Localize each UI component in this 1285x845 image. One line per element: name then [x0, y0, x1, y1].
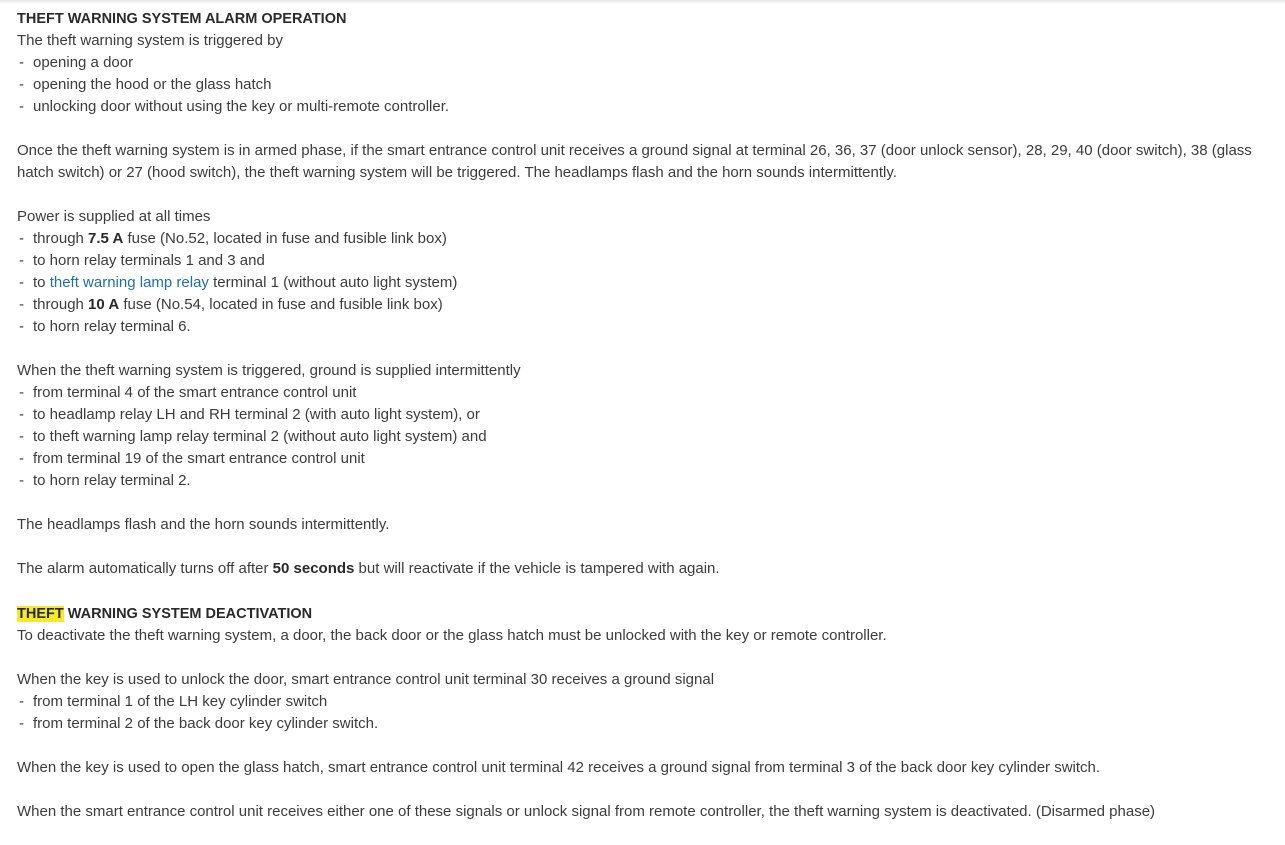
search-highlight: THEFT	[17, 606, 64, 622]
trigger-intro: The theft warning system is triggered by	[17, 32, 283, 49]
bullet-dash: -	[19, 693, 24, 710]
bullet-dash: -	[19, 406, 24, 423]
list-item: - opening a door	[17, 52, 1267, 74]
document-body	[17, 8, 1267, 823]
bullet-dash: -	[19, 472, 24, 489]
list-item: - to theft warning lamp relay terminal 2 (without auto light system) and	[17, 426, 1267, 448]
bullet-dash: -	[19, 274, 24, 291]
list-item: - to horn relay terminal 6.	[17, 316, 1267, 338]
bullet-dash: -	[19, 54, 24, 71]
list-item: - to headlamp relay LH and RH terminal 2 (with auto light system), or	[17, 404, 1267, 426]
bullet-dash: -	[19, 230, 24, 247]
list-item: - from terminal 19 of the smart entrance control unit	[17, 448, 1267, 470]
section-heading-alarm-operation: THEFT WARNING SYSTEM ALARM OPERATION	[17, 11, 347, 27]
bullet-dash: -	[19, 450, 24, 467]
bullet-dash: -	[19, 384, 24, 401]
bullet-dash: -	[19, 98, 24, 115]
list-item: - through 7.5 A fuse (No.52, located in fuse and fusible link box)	[17, 228, 1267, 250]
fuse-rating: 10 A	[88, 296, 120, 313]
deactivate-paragraph: To deactivate the theft warning system, a door, the back door or the glass hatch must be unlocked with the key or remote controller.	[17, 627, 887, 644]
bullet-dash: -	[19, 296, 24, 313]
flash-paragraph: The headlamps flash and the horn sounds intermittently.	[17, 516, 390, 533]
list-item: - from terminal 2 of the back door key cylinder switch.	[17, 713, 1267, 735]
key-intro: When the key is used to unlock the door, smart entrance control unit terminal 30 receives a ground signal	[17, 671, 715, 688]
power-intro: Power is supplied at all times	[17, 208, 211, 225]
alarm-duration: 50 seconds	[272, 560, 355, 577]
list-item: - to horn relay terminal 2.	[17, 470, 1267, 492]
fuse-rating: 7.5 A	[88, 230, 124, 247]
glass-hatch-paragraph: When the key is used to open the glass hatch, smart entrance control unit terminal 42 receives a ground signal from terminal 3 of the back door key cylinder switch.	[17, 759, 1101, 776]
list-item: - from terminal 1 of the LH key cylinder switch	[17, 691, 1267, 713]
ground-intro: When the theft warning system is triggered, ground is supplied intermittently	[17, 362, 521, 379]
list-item: - from terminal 4 of the smart entrance control unit	[17, 382, 1267, 404]
bullet-dash: -	[19, 252, 24, 269]
list-item: - opening the hood or the glass hatch	[17, 74, 1267, 96]
top-shadow	[0, 0, 1285, 4]
disarm-paragraph: When the smart entrance control unit receives either one of these signals or unlock signal from remote controller, the theft warning system is deactivated. (Disarmed phase)	[17, 803, 1156, 820]
bullet-dash: -	[19, 715, 24, 732]
section-heading-deactivation: THEFT WARNING SYSTEM DEACTIVATION	[17, 606, 313, 622]
bullet-dash: -	[19, 76, 24, 93]
bullet-dash: -	[19, 318, 24, 335]
list-item: - unlocking door without using the key or multi-remote controller.	[17, 96, 1267, 118]
theft-warning-lamp-relay-link[interactable]: theft warning lamp relay	[49, 274, 209, 291]
armed-phase-paragraph: Once the theft warning system is in armed phase, if the smart entrance control unit receives a ground signal at terminal 26, 36, 37 (door unlock sensor), 28, 29, 40 (door switch), 38 (glass hatch switch) or 27 (hood switch), the theft warning system will be triggered. The headlamps flash and the horn sounds intermittently.	[17, 142, 1252, 181]
list-item: - to theft warning lamp relay terminal 1 (without auto light system)	[17, 272, 1267, 294]
list-item: - to horn relay terminals 1 and 3 and	[17, 250, 1267, 272]
list-item: - through 10 A fuse (No.54, located in fuse and fusible link box)	[17, 294, 1267, 316]
bullet-dash: -	[19, 428, 24, 445]
alarm-off-paragraph: The alarm automatically turns off after 50 seconds but will reactivate if the vehicle is tampered with again.	[17, 560, 720, 577]
